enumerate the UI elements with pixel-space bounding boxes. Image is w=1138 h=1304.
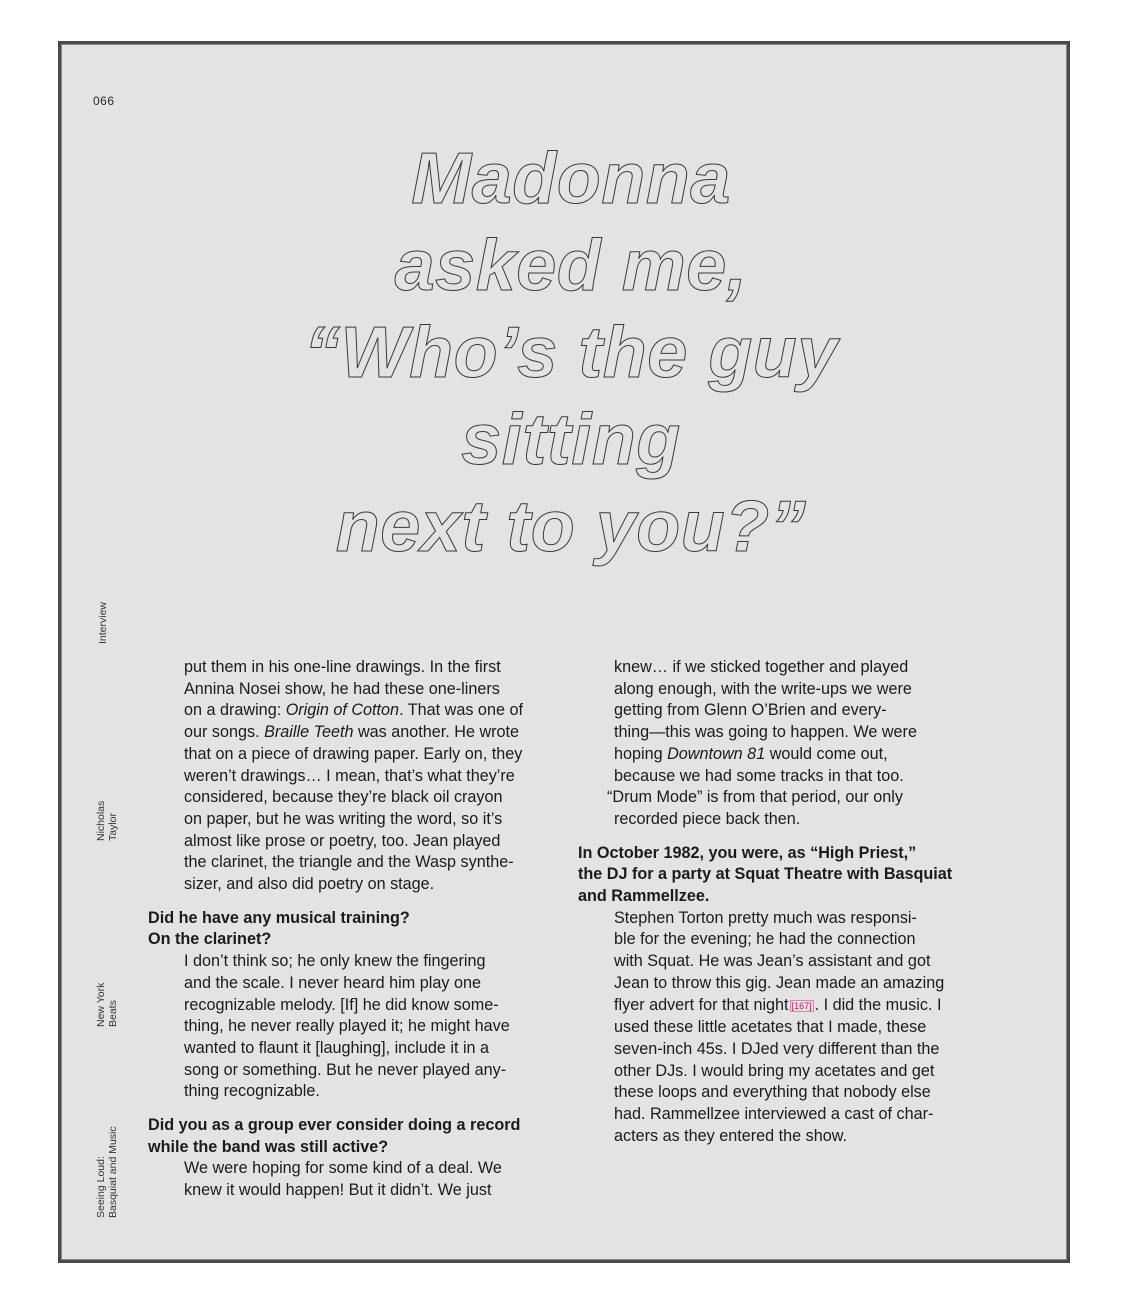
- text-line: In October 1982, you were, as “High Priest,”: [578, 843, 917, 862]
- text-line: [184, 787, 568, 809]
- headline-line: asked me,: [394, 226, 748, 306]
- interview-question: [148, 1115, 568, 1158]
- answer-paragraph: [578, 908, 998, 1148]
- interview-question: [578, 843, 998, 908]
- text-line: put them in his one-line drawings. In the first: [184, 658, 501, 676]
- text-line: . I did the music. I: [814, 995, 942, 1014]
- text-line: song or something. But he never played any-: [184, 1060, 507, 1079]
- text-line: On the clarinet?: [148, 930, 272, 949]
- text-line: [184, 700, 568, 722]
- text-line: [184, 722, 568, 744]
- side-label-text: Interview: [97, 601, 109, 644]
- text-line: other DJs. I would bring my acetates and get: [614, 1061, 935, 1080]
- headline-line: sitting: [461, 400, 681, 480]
- text-line: that on a piece of drawing paper. Early on, they: [184, 744, 523, 763]
- text-line: the DJ for a party at Squat Theatre with Basquiat: [578, 865, 953, 884]
- text-line: flyer advert for that night: [614, 995, 789, 1014]
- text-line: considered, because they’re black oil crayon: [184, 788, 503, 807]
- text-line: and the scale. I never heard him play one: [184, 973, 481, 992]
- side-label-text: New York: [95, 982, 107, 1027]
- text-line: on a drawing:: [184, 701, 286, 720]
- text-line: with Squat. He was Jean’s assistant and got: [614, 952, 931, 971]
- text-line: knew it would happen! But it didn’t. We just: [184, 1181, 492, 1200]
- side-label-section: [97, 602, 109, 644]
- artwork-title: Origin of Cotton: [285, 701, 400, 720]
- answer-paragraph: [148, 1158, 568, 1201]
- magazine-page: [58, 41, 1070, 1263]
- text-line: [184, 657, 568, 679]
- side-label-book: [95, 1126, 119, 1218]
- answer-paragraph: [148, 951, 568, 1103]
- text-line: [614, 995, 998, 1018]
- text-line: acters as they entered the show.: [614, 1126, 848, 1145]
- text-line: was another. He wrote: [353, 723, 520, 742]
- text-line: [184, 809, 568, 831]
- side-label-text: Seeing Loud:: [95, 1156, 107, 1218]
- reference-marker[interactable]: [167]: [791, 1000, 812, 1011]
- interview-question: [148, 908, 568, 951]
- text-line: while the band was still active?: [148, 1137, 389, 1156]
- headline-line: Madonna: [411, 139, 731, 219]
- text-line: recognizable melody. [If] he did know some-: [184, 995, 499, 1014]
- text-line: used these little acetates that I made, these: [614, 1018, 927, 1037]
- text-line: recorded piece back then.: [614, 809, 801, 828]
- answer-paragraph: [148, 657, 568, 896]
- text-line: [184, 744, 568, 766]
- page-number: 066: [93, 94, 115, 108]
- text-line: seven-inch 45s. I DJed very different than the: [614, 1039, 940, 1058]
- text-line: sizer, and also did poetry on stage.: [184, 875, 435, 894]
- text-line: almost like prose or poetry, too. Jean played: [184, 831, 501, 850]
- text-line: would come out,: [765, 744, 888, 763]
- article-column-left: [148, 657, 568, 1202]
- text-line: . That was one of: [399, 701, 523, 720]
- film-title: Downtown 81: [667, 744, 766, 763]
- text-line: hoping: [614, 744, 668, 763]
- text-line: thing—this was going to happen. We were: [614, 723, 917, 742]
- text-line: Did you as a group ever consider doing a record: [148, 1116, 521, 1135]
- text-line: I don’t think so; he only knew the fingering: [184, 952, 486, 971]
- article-column-right: [578, 657, 998, 1147]
- text-line: had. Rammellzee interviewed a cast of char-: [614, 1105, 934, 1124]
- text-line: and Rammellzee.: [578, 887, 710, 906]
- text-line: We were hoping for some kind of a deal. We: [184, 1159, 502, 1178]
- artwork-title: Braille Teeth: [264, 723, 354, 742]
- side-label-text: Beats: [107, 1000, 119, 1027]
- text-line: getting from Glenn O’Brien and every-: [614, 701, 887, 720]
- side-label-text: Nicholas: [95, 800, 107, 841]
- side-label-text: Basquiat and Music: [107, 1126, 119, 1218]
- side-label-author: [95, 801, 119, 841]
- text-line: thing recognizable.: [184, 1082, 320, 1101]
- headline-quote: [211, 136, 931, 571]
- text-line: the clarinet, the triangle and the Wasp synthe-: [184, 853, 514, 872]
- text-line: [184, 874, 568, 896]
- text-line: along enough, with the write-ups we were: [614, 679, 912, 698]
- text-line: Annina Nosei show, he had these one-liners: [184, 679, 500, 698]
- answer-paragraph: [578, 657, 998, 787]
- text-line: our songs.: [184, 723, 265, 742]
- text-line: because we had some tracks in that too.: [614, 766, 904, 785]
- text-line: weren’t drawings… I mean, that’s what they’re: [184, 766, 515, 785]
- text-line: [184, 831, 568, 853]
- text-line: “Drum Mode” is from that period, our only: [607, 788, 903, 807]
- answer-paragraph: [578, 787, 998, 830]
- text-line: thing, he never really played it; he might have: [184, 1017, 510, 1036]
- text-line: [184, 766, 568, 788]
- text-line: Stephen Torton pretty much was responsi-: [614, 908, 917, 927]
- text-line: ble for the evening; he had the connection: [614, 930, 916, 949]
- text-line: [184, 679, 568, 701]
- text-line: Did he have any musical training?: [148, 908, 410, 927]
- headline-line: “Who’s the guy: [304, 313, 838, 393]
- text-line: [614, 744, 998, 766]
- text-line: knew… if we sticked together and played: [614, 658, 909, 676]
- text-line: these loops and everything that nobody else: [614, 1083, 931, 1102]
- text-line: wanted to flaunt it [laughing], include it in a: [184, 1038, 490, 1057]
- text-line: [184, 852, 568, 874]
- headline-line: next to you?”: [335, 487, 807, 567]
- text-line: on paper, but he was writing the word, so it’s: [184, 809, 503, 828]
- side-label-text: Taylor: [107, 812, 119, 841]
- side-label-chapter: [95, 983, 119, 1027]
- text-line: Jean to throw this gig. Jean made an amazing: [614, 973, 945, 992]
